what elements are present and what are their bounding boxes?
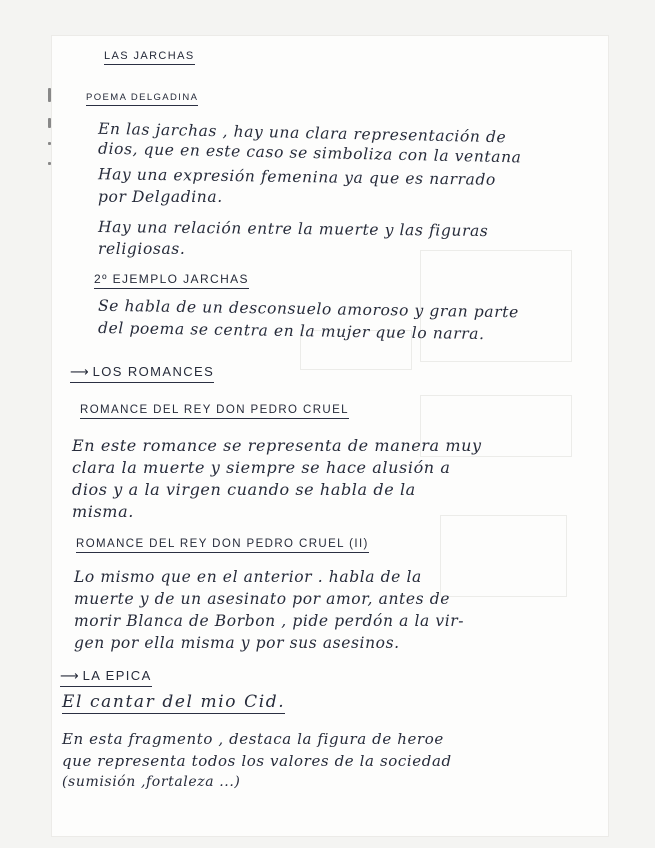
text-line: del poema se centra en la mujer que lo narra.	[97, 318, 485, 344]
arrow-right-icon: ⟶	[70, 365, 89, 380]
binding-mark	[48, 88, 51, 102]
text-line: por Delgadina.	[98, 188, 223, 206]
show-through-box	[440, 515, 567, 597]
text-line: dios, que en este caso se simboliza con la ventana	[97, 139, 522, 167]
text-line: Lo mismo que en el anterior . habla de la	[74, 568, 422, 586]
arrow-right-icon: ⟶	[60, 669, 79, 684]
text-line: gen por ella misma y por sus asesinos.	[74, 634, 400, 652]
text-line: Se habla de un desconsuelo amoroso y gran parte	[97, 296, 519, 322]
text-line: Hay una expresión femenina ya que es narrado	[97, 165, 497, 189]
binding-mark	[48, 142, 51, 145]
text-line: morir Blanca de Borbon , pide perdón a la vir-	[74, 612, 465, 630]
text-line: (sumisión ,fortaleza ...)	[62, 774, 241, 790]
text-line: muerte y de un asesinato por amor, antes de	[74, 590, 451, 608]
text-line: que representa todos los valores de la sociedad	[62, 752, 452, 770]
section-heading-segundo-ejemplo: 2º EJEMPLO JARCHAS	[94, 272, 249, 289]
text-line: En esta fragmento , destaca la figura de heroe	[62, 730, 444, 748]
section-heading-romance-1: ROMANCE DEL REY DON PEDRO CRUEL	[80, 404, 349, 419]
text-line: clara la muerte y siempre se hace alusión a	[72, 458, 451, 477]
text-line: Hay una relación entre la muerte y las figuras	[97, 217, 489, 241]
section-heading-text: LA EPICA	[82, 668, 152, 683]
binding-mark	[48, 162, 51, 165]
section-heading-cantar: El cantar del mio Cid.	[62, 692, 286, 712]
text-line: En las jarchas , hay una clara representación de	[97, 119, 507, 147]
binding-mark	[48, 118, 51, 128]
section-heading-los-romances	[70, 364, 214, 383]
section-heading-text: LOS ROMANCES	[92, 364, 215, 379]
section-heading-romance-2: ROMANCE DEL REY DON PEDRO CRUEL (II)	[76, 538, 369, 553]
section-heading-la-epica	[60, 668, 152, 687]
text-line: religiosas.	[98, 240, 186, 258]
section-heading-poema-delgadina: POEMA DELGADINA	[86, 92, 198, 106]
page-title: LAS JARCHAS	[104, 50, 195, 65]
text-line: dios y a la virgen cuando se habla de la	[72, 480, 416, 499]
text-line: En este romance se representa de manera muy	[72, 436, 482, 455]
text-line: misma.	[72, 502, 134, 521]
